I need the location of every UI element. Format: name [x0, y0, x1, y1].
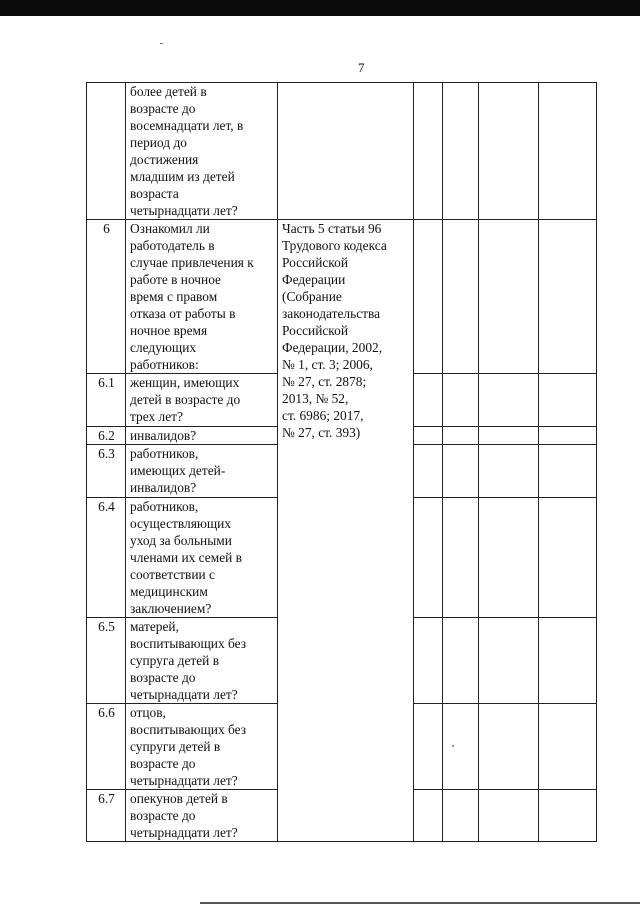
row-number: 6.6 [87, 704, 126, 790]
question-text: опекунов детей в возрасте до четырнадцати лет? [126, 790, 278, 842]
answer-no-cell[interactable] [443, 83, 479, 220]
answer-yes-cell[interactable] [414, 374, 443, 427]
question-text: Ознакомил ли работодатель в случае привлечения к работе в ночное время с правом отказа от работы в ночное время следующих работников: [126, 220, 278, 374]
row-number: 6.1 [87, 374, 126, 427]
not-applicable-cell[interactable] [479, 618, 539, 704]
question-text: работников, осуществляющих уход за больными членами их семей в соответствии с медицинским заключением? [126, 498, 278, 618]
question-text: работников, имеющих детей- инвалидов? [126, 445, 278, 498]
legal-reference: Часть 5 статьи 96 Трудового кодекса Российской Федерации (Собрание законодательства Российской Федерации, 2002, № 1, ст. 3; 2006, № 27, ст. 2878; 2013, № 52, ст. 6986; 2017, № 27, ст. 393) [278, 220, 414, 842]
question-text: отцов, воспитывающих без супруги детей в возрасте до четырнадцати лет? [126, 704, 278, 790]
answer-no-cell[interactable] [443, 498, 479, 618]
notes-cell[interactable] [539, 427, 597, 445]
row-number: 6.2 [87, 427, 126, 445]
answer-yes-cell[interactable] [414, 618, 443, 704]
not-applicable-cell[interactable] [479, 498, 539, 618]
table-row [87, 220, 597, 374]
row-number: 6.7 [87, 790, 126, 842]
answer-no-cell[interactable] [443, 445, 479, 498]
not-applicable-cell[interactable] [479, 220, 539, 374]
page-number: 7 [358, 60, 365, 75]
scan-top-border [0, 0, 640, 16]
row-number: 6.5 [87, 618, 126, 704]
scan-speck [452, 745, 454, 747]
notes-cell[interactable] [539, 83, 597, 220]
row-number [87, 83, 126, 220]
notes-cell[interactable] [539, 498, 597, 618]
question-text: инвалидов? [126, 427, 278, 445]
question-text: матерей, воспитывающих без супруга детей в возрасте до четырнадцати лет? [126, 618, 278, 704]
row-number: 6.3 [87, 445, 126, 498]
question-text: женщин, имеющих детей в возрасте до трех лет? [126, 374, 278, 427]
row-number: 6 [87, 220, 126, 374]
answer-no-cell[interactable] [443, 618, 479, 704]
scan-bottom-edge [200, 902, 640, 904]
notes-cell[interactable] [539, 374, 597, 427]
notes-cell[interactable] [539, 220, 597, 374]
notes-cell[interactable] [539, 445, 597, 498]
answer-no-cell[interactable] [443, 790, 479, 842]
answer-no-cell[interactable] [443, 704, 479, 790]
not-applicable-cell[interactable] [479, 790, 539, 842]
not-applicable-cell[interactable] [479, 427, 539, 445]
answer-yes-cell[interactable] [414, 704, 443, 790]
answer-yes-cell[interactable] [414, 220, 443, 374]
answer-yes-cell[interactable] [414, 83, 443, 220]
not-applicable-cell[interactable] [479, 445, 539, 498]
not-applicable-cell[interactable] [479, 374, 539, 427]
answer-yes-cell[interactable] [414, 427, 443, 445]
answer-no-cell[interactable] [443, 374, 479, 427]
table-row [87, 83, 597, 220]
answer-no-cell[interactable] [443, 427, 479, 445]
answer-yes-cell[interactable] [414, 790, 443, 842]
answer-yes-cell[interactable] [414, 498, 443, 618]
answer-no-cell[interactable] [443, 220, 479, 374]
answer-yes-cell[interactable] [414, 445, 443, 498]
row-number: 6.4 [87, 498, 126, 618]
checklist-table [86, 82, 597, 842]
question-text: более детей в возрасте до восемнадцати лет, в период до достижения младшим из детей возраста четырнадцати лет? [126, 83, 278, 220]
not-applicable-cell[interactable] [479, 704, 539, 790]
legal-reference-cell [278, 83, 414, 220]
not-applicable-cell[interactable] [479, 83, 539, 220]
notes-cell[interactable] [539, 790, 597, 842]
scan-speck [160, 43, 163, 44]
notes-cell[interactable] [539, 704, 597, 790]
notes-cell[interactable] [539, 618, 597, 704]
